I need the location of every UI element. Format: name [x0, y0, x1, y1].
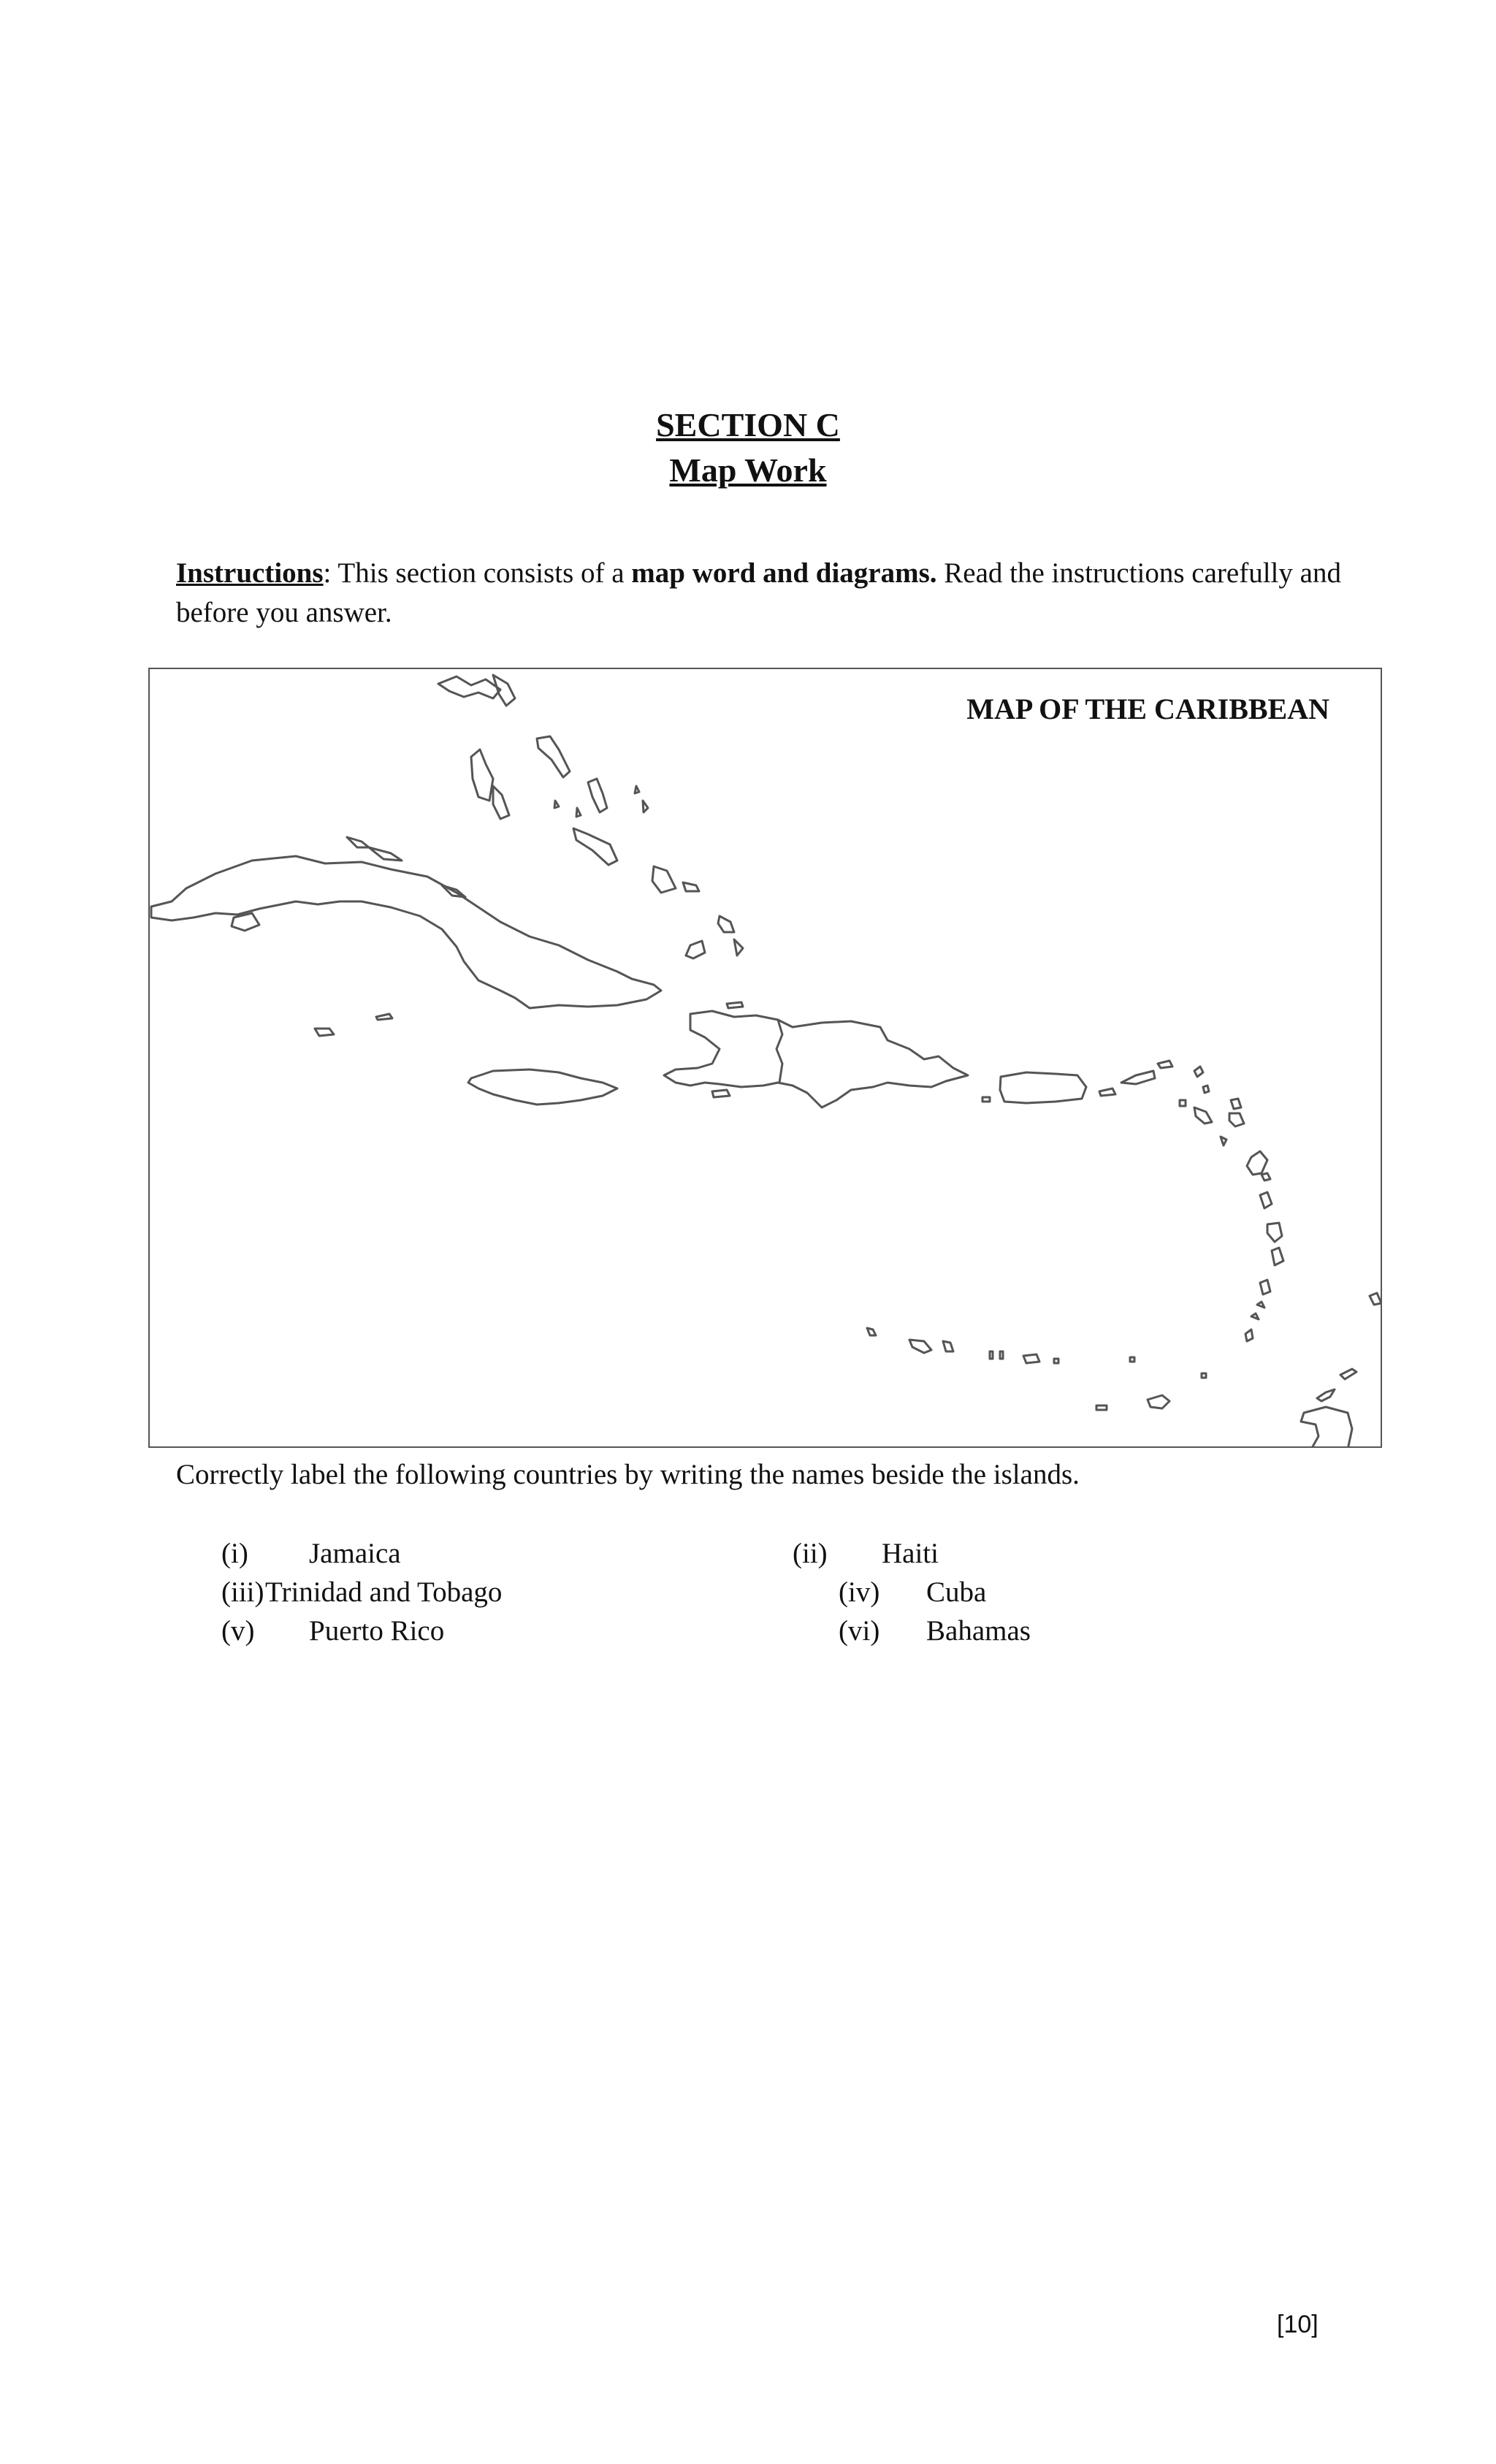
- item-name-puerto-rico: Puerto Rico: [309, 1615, 445, 1647]
- southern-islands: [867, 1328, 1206, 1378]
- item-name-jamaica: Jamaica: [309, 1538, 401, 1569]
- task-instruction: Correctly label the following countries by writing the names beside the islands.: [176, 1459, 1080, 1490]
- item-name-cuba: Cuba: [926, 1576, 987, 1608]
- trinidad-outline: [1301, 1407, 1352, 1448]
- item-name-haiti: Haiti: [882, 1538, 939, 1569]
- item-name-bahamas: Bahamas: [926, 1615, 1031, 1647]
- tobago-outline: [1317, 1389, 1335, 1401]
- cuba-outline: [151, 856, 661, 1008]
- bahamas-islands: [438, 675, 743, 958]
- item-number-iv: (iv): [839, 1576, 880, 1608]
- haiti-dominican-border: [776, 1020, 782, 1083]
- map-title: MAP OF THE CARIBBEAN: [966, 693, 1329, 725]
- isle-of-youth-outline: [232, 913, 259, 931]
- item-name-trinidad-and-tobago: Trinidad and Tobago: [265, 1576, 503, 1608]
- item-number-vi: (vi): [839, 1615, 880, 1647]
- map-outline: [150, 669, 1382, 1448]
- hispaniola-outline: [664, 1011, 968, 1107]
- instructions-text-1: : This section consists of a: [323, 557, 632, 589]
- instructions-bold-text: map word and diagrams.: [631, 557, 937, 589]
- item-number-i: (i): [221, 1538, 248, 1569]
- item-number-ii: (ii): [793, 1538, 828, 1569]
- item-number-iii: (iii): [221, 1576, 264, 1608]
- item-number-v: (v): [221, 1615, 255, 1647]
- lesser-antilles-islands: [1180, 1067, 1381, 1341]
- caribbean-map: [148, 668, 1382, 1448]
- page-number: [10]: [1277, 2311, 1318, 2338]
- instructions-label: Instructions: [176, 557, 324, 589]
- section-subtitle: Map Work: [669, 451, 827, 489]
- instructions-paragraph: [176, 554, 1345, 633]
- section-title: SECTION C: [656, 406, 840, 443]
- instructions-text-2: Read the instructions carefully and before you answer.: [176, 557, 1341, 628]
- cayman-islands-outline: [315, 1029, 334, 1036]
- puerto-rico-outline: [1000, 1072, 1086, 1103]
- jamaica-outline: [468, 1069, 617, 1105]
